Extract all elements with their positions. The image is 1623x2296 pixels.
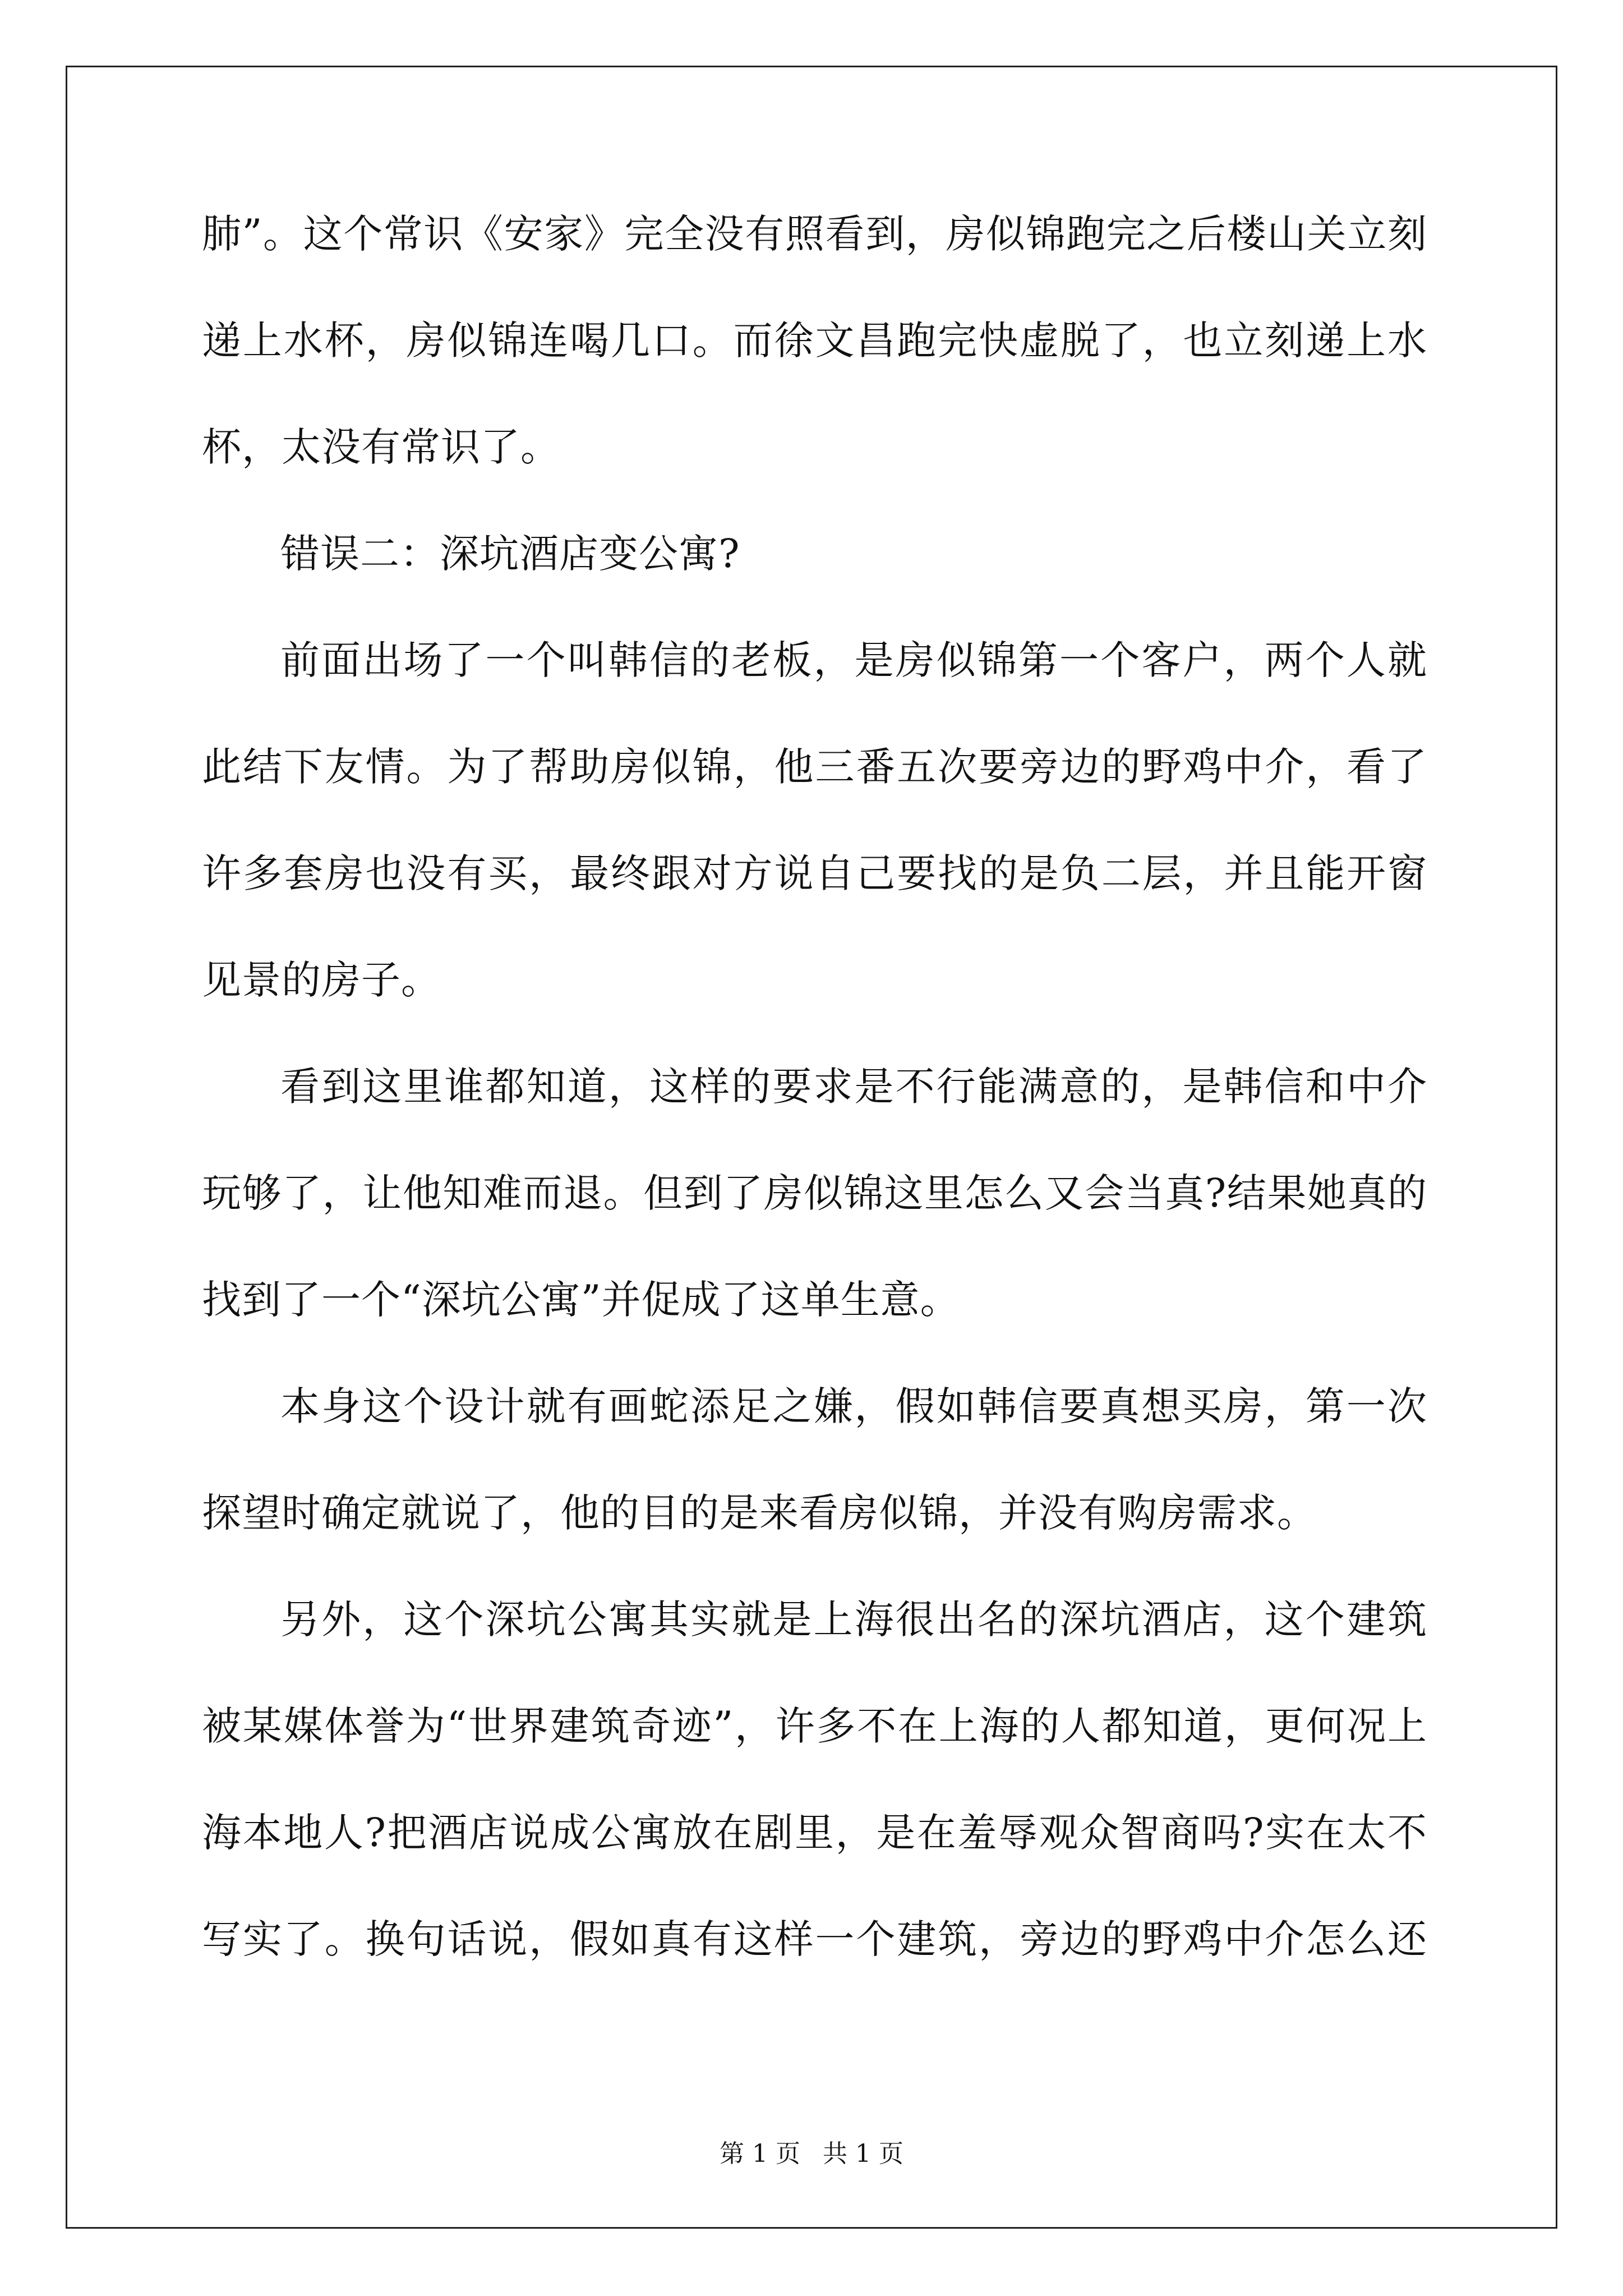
text-line: 杯，太没有常识了。 <box>202 424 560 470</box>
page-total: 共 1 页 <box>823 2139 903 2168</box>
text-line: 探望时确定就说了，他的目的是来看房似锦，并没有购房需求。 <box>202 1490 1317 1536</box>
text-line: 许多套房也没有买，最终跟对方说自己要找的是负二层，并且能开窗 <box>202 850 1427 896</box>
text-line: 本身这个设计就有画蛇添足之嫌，假如韩信要真想买房，第一次 <box>280 1383 1427 1429</box>
text-line: 被某媒体誉为“世界建筑奇迹”，许多不在上海的人都知道，更何况上 <box>202 1703 1427 1749</box>
text-line: 另外，这个深坑公寓其实就是上海很出名的深坑酒店，这个建筑 <box>280 1596 1427 1642</box>
text-line: 此结下友情。为了帮助房似锦，他三番五次要旁边的野鸡中介，看了 <box>202 744 1427 790</box>
page-footer <box>0 2137 1623 2171</box>
text-line: 递上水杯，房似锦连喝几口。而徐文昌跑完快虚脱了，也立刻递上水 <box>202 318 1427 364</box>
document-body <box>202 208 1427 2019</box>
text-line: 前面出场了一个叫韩信的老板，是房似锦第一个客户，两个人就 <box>280 637 1427 683</box>
text-line: 玩够了，让他知难而退。但到了房似锦这里怎么又会当真?结果她真的 <box>202 1170 1427 1216</box>
text-line: 见景的房子。 <box>202 957 441 1003</box>
text-line: 写实了。换句话说，假如真有这样一个建筑，旁边的野鸡中介怎么还 <box>202 1916 1427 1962</box>
text-line: 找到了一个“深坑公寓”并促成了这单生意。 <box>202 1277 960 1323</box>
text-line: 肺”。这个常识《安家》完全没有照看到，房似锦跑完之后楼山关立刻 <box>202 211 1427 257</box>
text-line: 看到这里谁都知道，这样的要求是不行能满意的，是韩信和中介 <box>280 1064 1427 1110</box>
page-number: 第 1 页 <box>720 2139 800 2168</box>
text-line: 错误二：深坑酒店变公寓? <box>280 531 740 577</box>
text-line: 海本地人?把酒店说成公寓放在剧里，是在羞辱观众智商吗?实在太不 <box>202 1810 1427 1856</box>
